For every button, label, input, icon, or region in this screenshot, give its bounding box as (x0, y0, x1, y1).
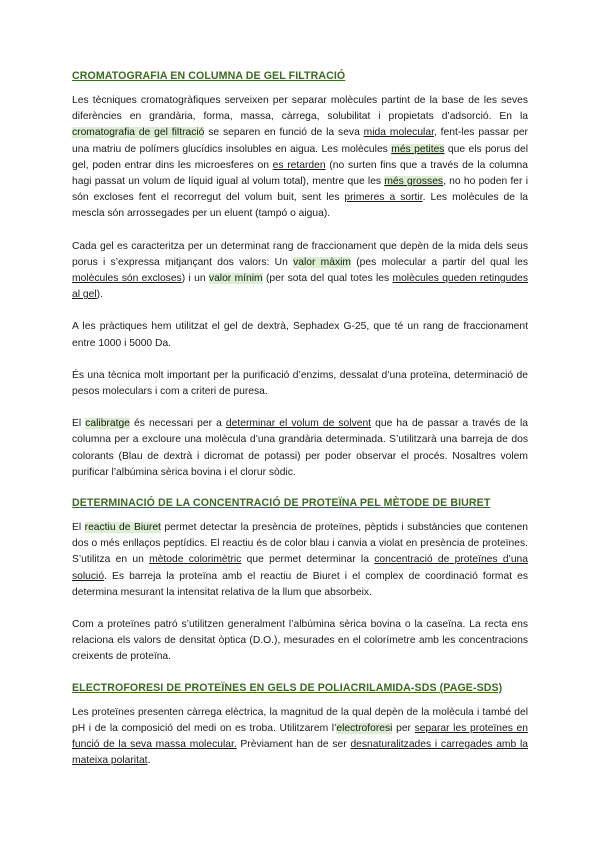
text-run: que ha de passar a través de la columna per a excloure una molècula d’una grandària determinada. S’utilitzarà una barreja de dos colorants (Blau de dextrà i dicromat de potassi) per poder observar el procés. Nosaltres volem purificar l’albúmina sèrica bovina i el clorur sòdic. (72, 418, 528, 478)
underlined-phrase: determinar el volum de solvent (225, 418, 372, 430)
text-run: Les proteïnes presenten càrrega elèctrica, la magnitud de la qual depèn de la molècula i també del pH i de la composició del medi on es troba. Utilitzarem l’ (72, 706, 528, 734)
highlighted-term: reactiu de Biuret (84, 522, 161, 534)
paragraph (72, 319, 528, 351)
underlined-phrase: primeres a sortir (344, 192, 423, 204)
highlighted-term: més grosses (384, 176, 444, 188)
text-run: . Es barreja la proteïna amb el reactiu de Biuret i el complex de coordinació format es determina mesurant la intensitat relativa de la llum que absorbeix. (72, 570, 528, 598)
text-run: ) i un (181, 273, 209, 285)
text-run: (pes molecular a partir del qual les (350, 256, 528, 268)
text-run: . (147, 755, 151, 767)
highlighted-term: cromatografia de gel filtració (72, 127, 205, 139)
underlined-phrase: molècules són excloses (72, 273, 182, 285)
text-run: , no ho poden fer i són excloses fent el recorregut del volum buit, sent les (72, 176, 528, 204)
underlined-phrase: mètode colorimètric (149, 554, 242, 566)
section-title-biuret: DETERMINACIÓ DE LA CONCENTRACIÓ DE PROTEÏNA PEL MÈTODE DE BIURET (72, 497, 491, 510)
underlined-phrase: desnaturalitzades i carregades amb la mateixa polaritat (72, 739, 528, 767)
text-run: permet detectar la presència de proteïnes, pèptids i substàncies que contenen dos o més enllaços peptídics. El reactiu és de color blau i canvia a violat en presència de proteïnes. S’utilitza en un (72, 522, 528, 566)
text-run: Cada gel es caracteritza per un determinat rang de fraccionament que depèn de la mida dels seus porus i s’expressa mitjançant dos valors: Un (72, 240, 528, 268)
underlined-phrase: molècules queden retingudes al gel (72, 273, 528, 301)
text-run: per (392, 722, 415, 734)
text-run: és necessari per a (129, 418, 226, 430)
highlighted-term: electroforesi (336, 722, 393, 734)
underlined-phrase: concentració de proteïnes d’una solució (72, 554, 529, 582)
highlighted-term: valor màxim (293, 256, 351, 268)
text-run: que permet determinar la (241, 554, 375, 566)
paragraph (72, 416, 528, 481)
text-run: se separen en funció de la seva (204, 127, 364, 139)
section-title-gel-filtration: CROMATOGRAFIA EN COLUMNA DE GEL FILTRACIÓ (72, 70, 346, 82)
paragraph (72, 93, 528, 223)
text-run: Prèviament han de ser (236, 739, 351, 751)
text-run: (per sota del qual totes les (262, 273, 393, 285)
underlined-phrase: es retarden (272, 159, 326, 171)
text-run: que els porus del gel, poden entrar dins les microesferes on (72, 143, 528, 171)
section-title-electrophoresis: ELECTROFORESI DE PROTEÏNES EN GELS DE POLIACRILAMIDA-SDS (PAGE-SDS) (72, 681, 503, 694)
paragraph (72, 368, 528, 400)
paragraph (72, 617, 528, 666)
text-run: Com a proteïnes patró s’utilitzen generalment l’albúmina sèrica bovina o la caseïna. La recta ens relaciona els valors de densitat òptica (D.O.), mesurades en el colorímetre amb les concentracions creixents de proteïna. (72, 619, 528, 663)
text-run: El (72, 418, 86, 430)
text-run: El (72, 522, 85, 534)
paragraph (72, 705, 528, 770)
underlined-phrase: mida molecular (363, 127, 434, 139)
text-run: ). (96, 289, 103, 301)
paragraph (72, 520, 528, 601)
text-run: , fent-les passar per una matriu de polímers glucídics insolubles en aigua. Les molècules (72, 127, 528, 155)
text-run: És una tècnica molt important per la purificació d’enzims, dessalat d’una proteïna, determinació de pesos moleculars i com a criteri de puresa. (72, 369, 528, 398)
highlighted-term: valor mínim (208, 273, 263, 285)
underlined-phrase: separar les proteïnes en funció de la seva massa molecular. (72, 722, 528, 751)
paragraph (72, 239, 528, 304)
text-run: A les pràctiques hem utilitzat el gel de dextrà, Sephadex G-25, que té un rang de fraccionament entre 1000 i 5000 Da. (72, 321, 528, 349)
highlighted-term: més petites (391, 143, 445, 155)
highlighted-term: calibratge (85, 418, 130, 430)
text-run: (no surten fins que a través de la columna hagi passat un volum de líquid igual al volum total), mentre que les (72, 159, 528, 188)
text-run: . Les molècules de la mescla són arrossegades per un eluent (tampó o aigua). (72, 192, 528, 220)
text-run: Les tècniques cromatogràfiques serveixen per separar molècules partint de la base de les seves diferències en grandària, forma, massa, càrrega, solubilitat i propietats d’adsorció. En la (72, 95, 528, 123)
